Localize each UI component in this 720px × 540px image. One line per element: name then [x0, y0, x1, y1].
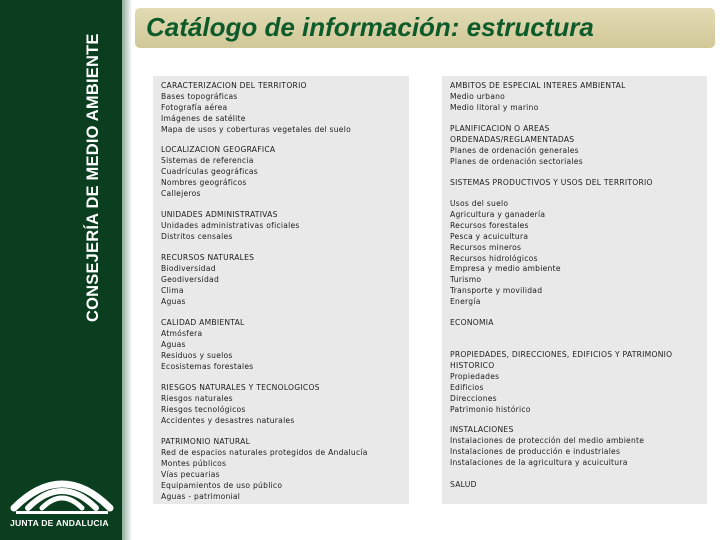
category-heading: CALIDAD AMBIENTAL [161, 318, 245, 327]
category-heading: ECONOMIA [450, 318, 494, 327]
category-heading: PATRIMONIO NATURAL [161, 437, 251, 446]
category-heading-line: PROPIEDADES, DIRECCIONES, EDIFICIOS Y PATRIMONIO [450, 350, 673, 359]
category-item: Planes de ordenación sectoriales [450, 156, 583, 166]
category-item: Riesgos tecnológicos [161, 404, 246, 414]
category-item: Vías pecuarias [161, 469, 220, 479]
category-block [450, 425, 644, 469]
category-item: Equipamientos de uso público [161, 480, 283, 490]
category-item: Distritos censales [161, 231, 233, 241]
category-heading: RIESGOS NATURALES Y TECNOLOGICOS [161, 383, 320, 392]
category-item: Planes de ordenación generales [450, 145, 579, 155]
category-item: Medio urbano [450, 91, 506, 101]
category-item: Aguas - patrimonial [161, 491, 241, 501]
category-item: Usos del suelo [450, 199, 509, 208]
category-item: Pesca y acuicultura [450, 231, 529, 241]
category-item: Patrimonio histórico [450, 404, 531, 414]
category-item: Biodiversidad [161, 263, 216, 273]
category-item: Accidentes y desastres naturales [161, 415, 295, 425]
category-item: Montes públicos [161, 458, 227, 468]
category-block [450, 178, 653, 189]
category-item: Aguas [161, 339, 186, 349]
category-item: Direcciones [450, 393, 497, 403]
category-item: Cuadrículas geográficas [161, 166, 258, 176]
category-block [161, 437, 368, 502]
category-heading: LOCALIZACION GEOGRAFICA [161, 145, 276, 154]
category-block [161, 145, 275, 200]
category-block [161, 383, 320, 427]
category-item: Nombres geográficos [161, 177, 247, 187]
category-item: Red de espacios naturales protegidos de Andalucía [161, 447, 368, 457]
category-item: Instalaciones de producción e industriales [450, 446, 621, 456]
category-item: Medio litoral y marino [450, 102, 539, 112]
category-heading-line: PLANIFICACION O AREAS [450, 124, 550, 133]
category-item: Energía [450, 297, 481, 307]
category-item: Recursos mineros [450, 242, 522, 252]
category-item: Ecosistemas forestales [161, 361, 254, 371]
category-block [161, 210, 300, 243]
logo-text: JUNTA DE ANDALUCIA [10, 518, 109, 528]
category-block [450, 81, 626, 114]
category-heading: AMBITOS DE ESPECIAL INTERES AMBIENTAL [450, 81, 626, 90]
category-item: Imágenes de satélite [161, 113, 246, 123]
category-block [161, 253, 254, 308]
category-item: Callejeros [161, 188, 201, 198]
department-title: CONSEJERÍA DE MEDIO AMBIENTE [84, 33, 102, 322]
category-item: Instalaciones de protección del medio ambiente [450, 435, 645, 445]
category-heading: SISTEMAS PRODUCTIVOS Y USOS DEL TERRITORIO [450, 178, 653, 187]
category-block [161, 318, 253, 373]
category-item: Edificios [450, 382, 484, 392]
category-item: Sistemas de referencia [161, 155, 254, 165]
category-block [450, 199, 561, 308]
category-item: Clima [161, 285, 184, 295]
category-item: Recursos hidrológicos [450, 253, 538, 263]
category-item: Atmósfera [161, 328, 203, 338]
category-block [161, 81, 351, 136]
category-item: Mapa de usos y coberturas vegetales del suelo [161, 124, 351, 134]
category-item: Empresa y medio ambiente [450, 264, 561, 274]
category-item: Propiedades [450, 371, 500, 381]
category-heading: SALUD [450, 480, 477, 489]
category-item: Riesgos naturales [161, 393, 233, 403]
category-item: Bases topográficas [161, 91, 238, 101]
category-item: Fotografía aérea [161, 102, 228, 112]
category-heading: CARACTERIZACION DEL TERRITORIO [161, 81, 307, 90]
category-item: Aguas [161, 296, 186, 306]
category-block [450, 124, 583, 168]
category-heading-line: HISTORICO [450, 360, 495, 370]
category-heading: INSTALACIONES [450, 425, 514, 434]
category-item: Turismo [450, 275, 482, 285]
junta-de-andalucia-arches-logo-icon [6, 462, 118, 522]
category-item: Unidades administrativas oficiales [161, 220, 300, 230]
category-item: Transporte y movilidad [450, 286, 543, 296]
page-title: Catálogo de información: estructura [146, 12, 594, 42]
category-item: Agricultura y ganadería [450, 209, 546, 219]
category-item: Instalaciones de la agricultura y acuicultura [450, 457, 628, 467]
category-heading: UNIDADES ADMINISTRATIVAS [161, 210, 278, 219]
category-item: Geodiversidad [161, 274, 220, 284]
category-heading: RECURSOS NATURALES [161, 253, 255, 262]
category-block [450, 318, 494, 329]
category-item: Residuos y suelos [161, 350, 233, 360]
category-item: Recursos forestales [450, 220, 529, 230]
category-heading-line: ORDENADAS/REGLAMENTADAS [450, 134, 575, 144]
category-block [450, 480, 477, 491]
category-block [450, 350, 672, 415]
